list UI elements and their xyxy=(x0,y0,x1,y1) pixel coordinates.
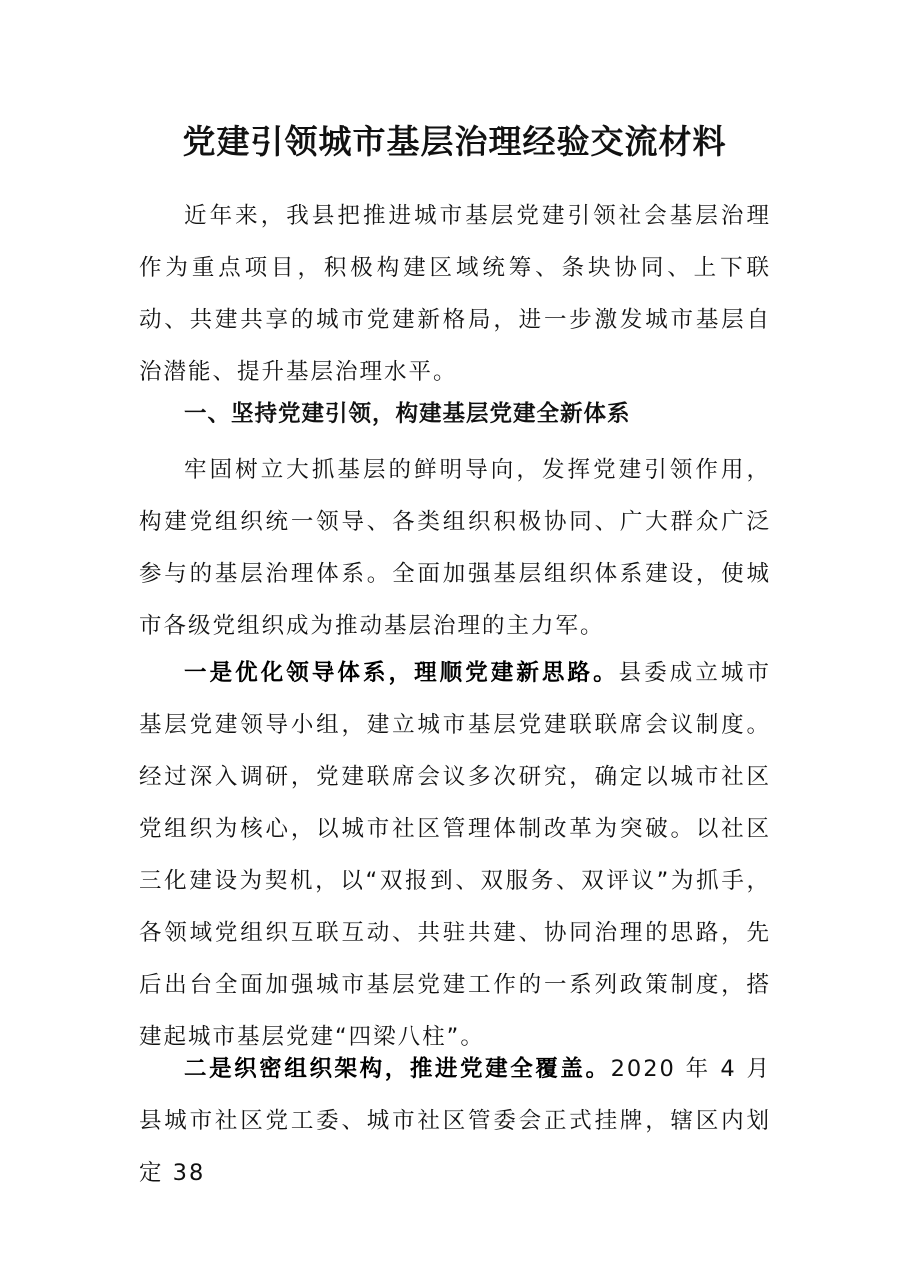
item-paragraph-2 xyxy=(139,1043,771,1199)
item-lead-2: 二是织密组织架构，推进党建全覆盖。 xyxy=(184,1056,611,1082)
item-text-2: 2020 年 4 月县城市社区党工委、城市社区管委会正式挂牌，辖区内划定 38 xyxy=(139,1056,771,1186)
document-title: 党建引领城市基层治理经验交流材料 xyxy=(182,122,727,161)
section-heading: 一、坚持党建引领，构建基层党建全新体系 xyxy=(184,401,631,427)
section-paragraph: 牢固树立大抓基层的鲜明导向，发挥党建引领作用，构建党组织统一领导、各类组织积极协同、广大群众广泛参与的基层治理体系。全面加强基层组织体系建设，使城市各级党组织成为推动基层治理的主力军。 xyxy=(139,457,771,639)
intro-paragraph: 近年来，我县把推进城市基层党建引领社会基层治理作为重点项目，积极构建区域统筹、条块协同、上下联动、共建共享的城市党建新格局，进一步激发城市基层自治潜能、提升基层治理水平。 xyxy=(139,203,771,385)
item-text-1: 县委成立城市基层党建领导小组，建立城市基层党建联联席会议制度。经过深入调研，党建联席会议多次研究，确定以城市社区党组织为核心，以城市社区管理体制改革为突破。以社区三化建设为契机，以“双报到、双服务、双评议”为抓手，各领域党组织互联互动、共驻共建、协同治理的思路，先后出台全面加强城市基层党建工作的一系列政策制度，搭建起城市基层党建“四梁八柱”。 xyxy=(139,660,771,1050)
item-paragraph-1 xyxy=(139,647,771,1063)
item-lead-1: 一是优化领导体系，理顺党建新思路。 xyxy=(184,660,619,686)
